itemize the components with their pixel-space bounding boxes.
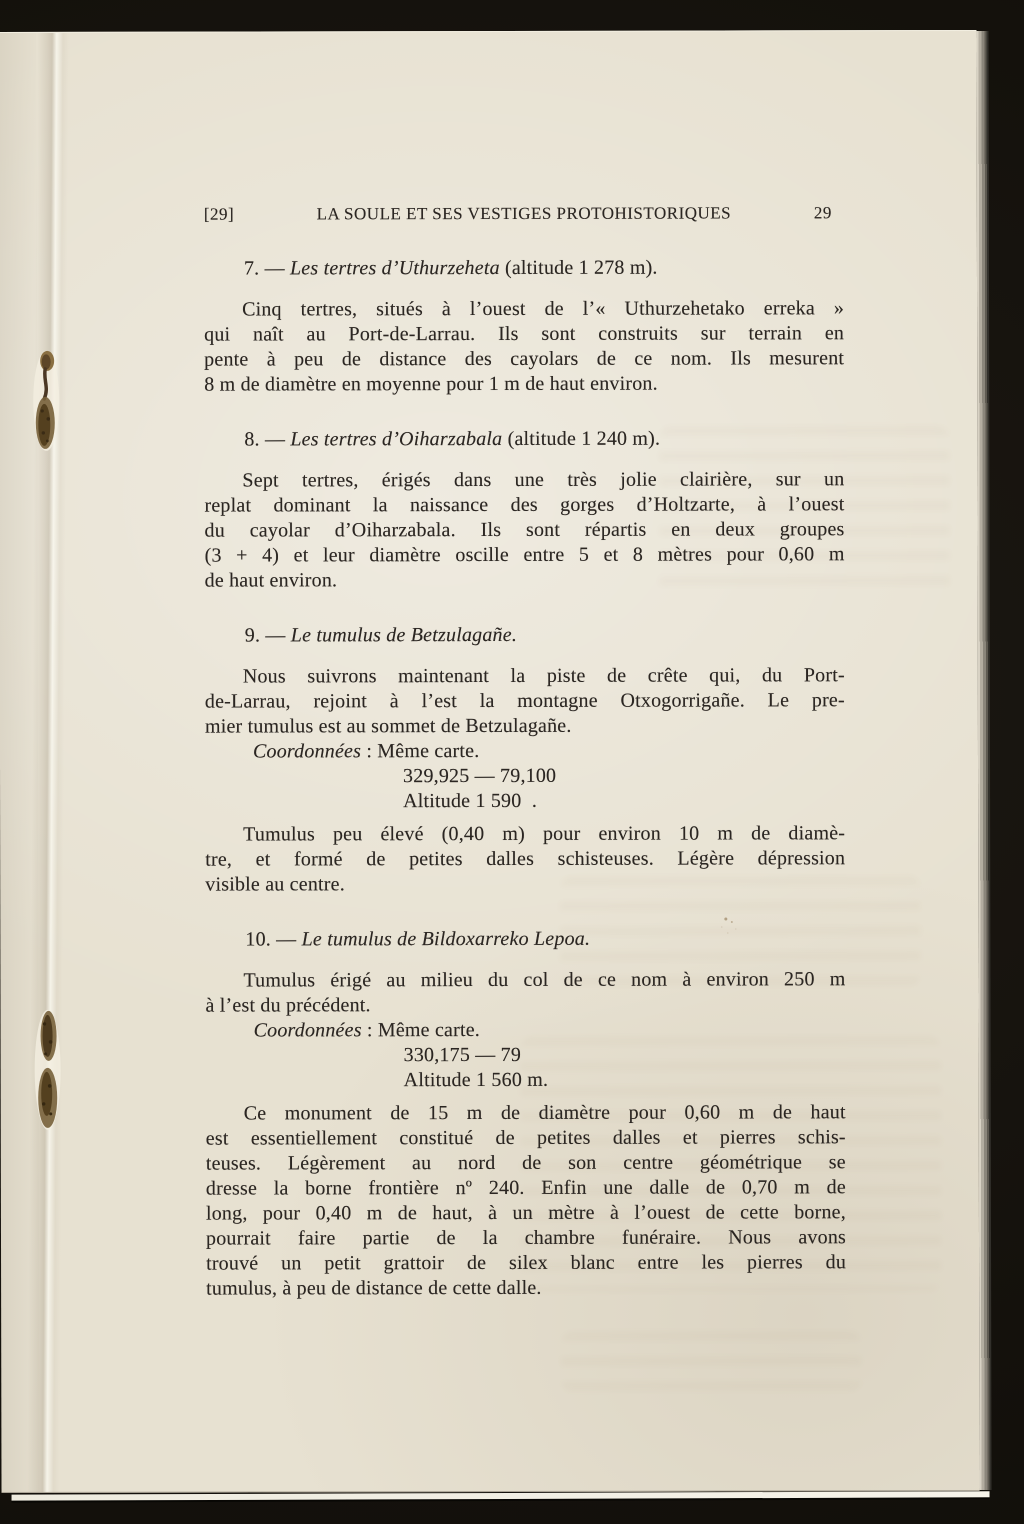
text-line: tre, et formé de petites dalles schisteuses. Légère dépression <box>205 847 846 871</box>
margin-reference: [29] <box>203 204 235 224</box>
text-line: dresse la borne frontière nº 240. Enfin une dalle de 0,70 m de <box>205 1176 846 1200</box>
section-heading-suffix: (altitude 1 278 m). <box>499 256 658 279</box>
text-line: du cayolar d’Oiharzabala. Ils sont répartis en deux groupes <box>204 518 845 542</box>
coordinates-label-line <box>205 738 845 764</box>
text-line: est essentiellement constitué de petites dalles et pierres schis- <box>205 1126 846 1150</box>
text-line: Ce monument de 15 m de diamètre pour 0,60 m de haut <box>243 1101 846 1125</box>
section-title: Le tumulus de Betzulagañe. <box>290 623 518 647</box>
text-line: mier tumulus est au sommet de Betzulagañe. <box>204 714 572 738</box>
text-line: 8 m de diamètre en moyenne pour 1 m de haut environ. <box>204 372 658 396</box>
section-number: 10. — <box>245 928 302 951</box>
coordinates-label: Coordonnées <box>253 1019 362 1042</box>
section-heading <box>244 426 844 452</box>
paragraph <box>204 467 844 593</box>
section-title: Le tumulus de Bildoxarreko Lepoa. <box>301 927 591 951</box>
text-line: Nous suivrons maintenant la piste de crête qui, du Port- <box>242 664 845 688</box>
text-line: replat dominant la naissance des gorges d’Holtzarte, à l’ouest <box>204 493 845 517</box>
text-line: de haut environ. <box>204 569 338 592</box>
text-line: de-Larrau, rejoint à l’est la montagne Otxogorrigañe. Le pre- <box>204 689 845 713</box>
section-title: Les tertres d’Uthurzeheta <box>289 256 500 280</box>
section-number: 8. — <box>244 428 291 451</box>
coordinates-label: Coordonnées <box>252 740 362 763</box>
coordinates-label-rest: : Même carte. <box>361 1019 481 1042</box>
section-heading <box>245 622 845 648</box>
section-title: Les tertres d’Oiharzabala <box>290 427 503 451</box>
text-line: Tumulus érigé au milieu du col de ce nom à environ 250 m <box>243 968 846 992</box>
text-line: visible au centre. <box>205 873 345 896</box>
paragraph <box>205 663 845 739</box>
show-through-smudge <box>561 1331 861 1392</box>
text-line: Tumulus peu élevé (0,40 m) pour environ 10 m de diamè- <box>243 822 846 846</box>
coordinates-block <box>205 738 845 814</box>
running-header <box>204 200 844 226</box>
paragraph <box>205 821 845 897</box>
text-line: (3 + 4) et leur diamètre oscille entre 5 et 8 mètres pour 0,60 m <box>204 543 845 567</box>
binding-stitch-icon <box>31 1008 65 1138</box>
page-stack-edge <box>976 31 991 1490</box>
underlying-page-edge <box>12 1491 990 1500</box>
text-line: long, pour 0,40 m de haut, à un mètre à l’ouest de cette borne, <box>205 1201 846 1225</box>
text-line: trouvé un petit grattoir de silex blanc entre les pierres du <box>206 1251 847 1275</box>
section-heading-suffix: (altitude 1 240 m). <box>502 427 661 450</box>
section-number: 7. — <box>243 257 290 280</box>
section <box>205 926 846 1301</box>
text-line: Cinq tertres, situés à l’ouest de l’« Uthurzehetako erreka » <box>242 297 845 321</box>
sections-container <box>204 255 846 1301</box>
coordinates-value-line: Altitude 1 590 . <box>403 789 538 813</box>
coordinates-value-line: Altitude 1 560 m. <box>403 1068 549 1092</box>
text-line: à l’est du précédent. <box>205 994 371 1017</box>
text-line: Sept tertres, érigés dans une très jolie clairière, sur un <box>242 468 845 492</box>
text-line: tumulus, à peu de distance de cette dalle. <box>206 1276 542 1300</box>
section <box>204 426 844 593</box>
binding-stitch-icon <box>29 349 63 461</box>
text-line: pourrait faire partie de la chambre funéraire. Nous avons <box>205 1226 847 1250</box>
paragraph <box>205 967 845 1018</box>
coordinates-value-line: 329,925 — 79,100 <box>403 764 557 788</box>
section-heading <box>244 255 844 281</box>
section <box>204 255 844 397</box>
coordinates-label-line <box>206 1017 846 1043</box>
text-column <box>204 200 846 1301</box>
coordinates-block <box>206 1017 846 1093</box>
page-number: 29 <box>813 203 832 223</box>
section <box>205 622 846 897</box>
coordinates-label-rest: : Même carte. <box>361 740 480 763</box>
running-title: LA SOULE ET SES VESTIGES PROTOHISTORIQUES <box>316 203 732 224</box>
text-line: pente à peu de distance des cayolars de ce nom. Ils mesurent <box>204 347 845 371</box>
paragraph <box>204 296 844 397</box>
text-line: qui naît au Port-de-Larrau. Ils sont construits sur terrain en <box>204 322 845 346</box>
book-page <box>0 30 980 1493</box>
section-heading <box>245 926 845 952</box>
paragraph <box>206 1100 846 1301</box>
text-line: teuses. Légèrement au nord de son centre géométrique se <box>205 1151 846 1175</box>
coordinates-value-line: 330,175 — 79 <box>403 1043 522 1067</box>
section-number: 9. — <box>244 624 291 647</box>
